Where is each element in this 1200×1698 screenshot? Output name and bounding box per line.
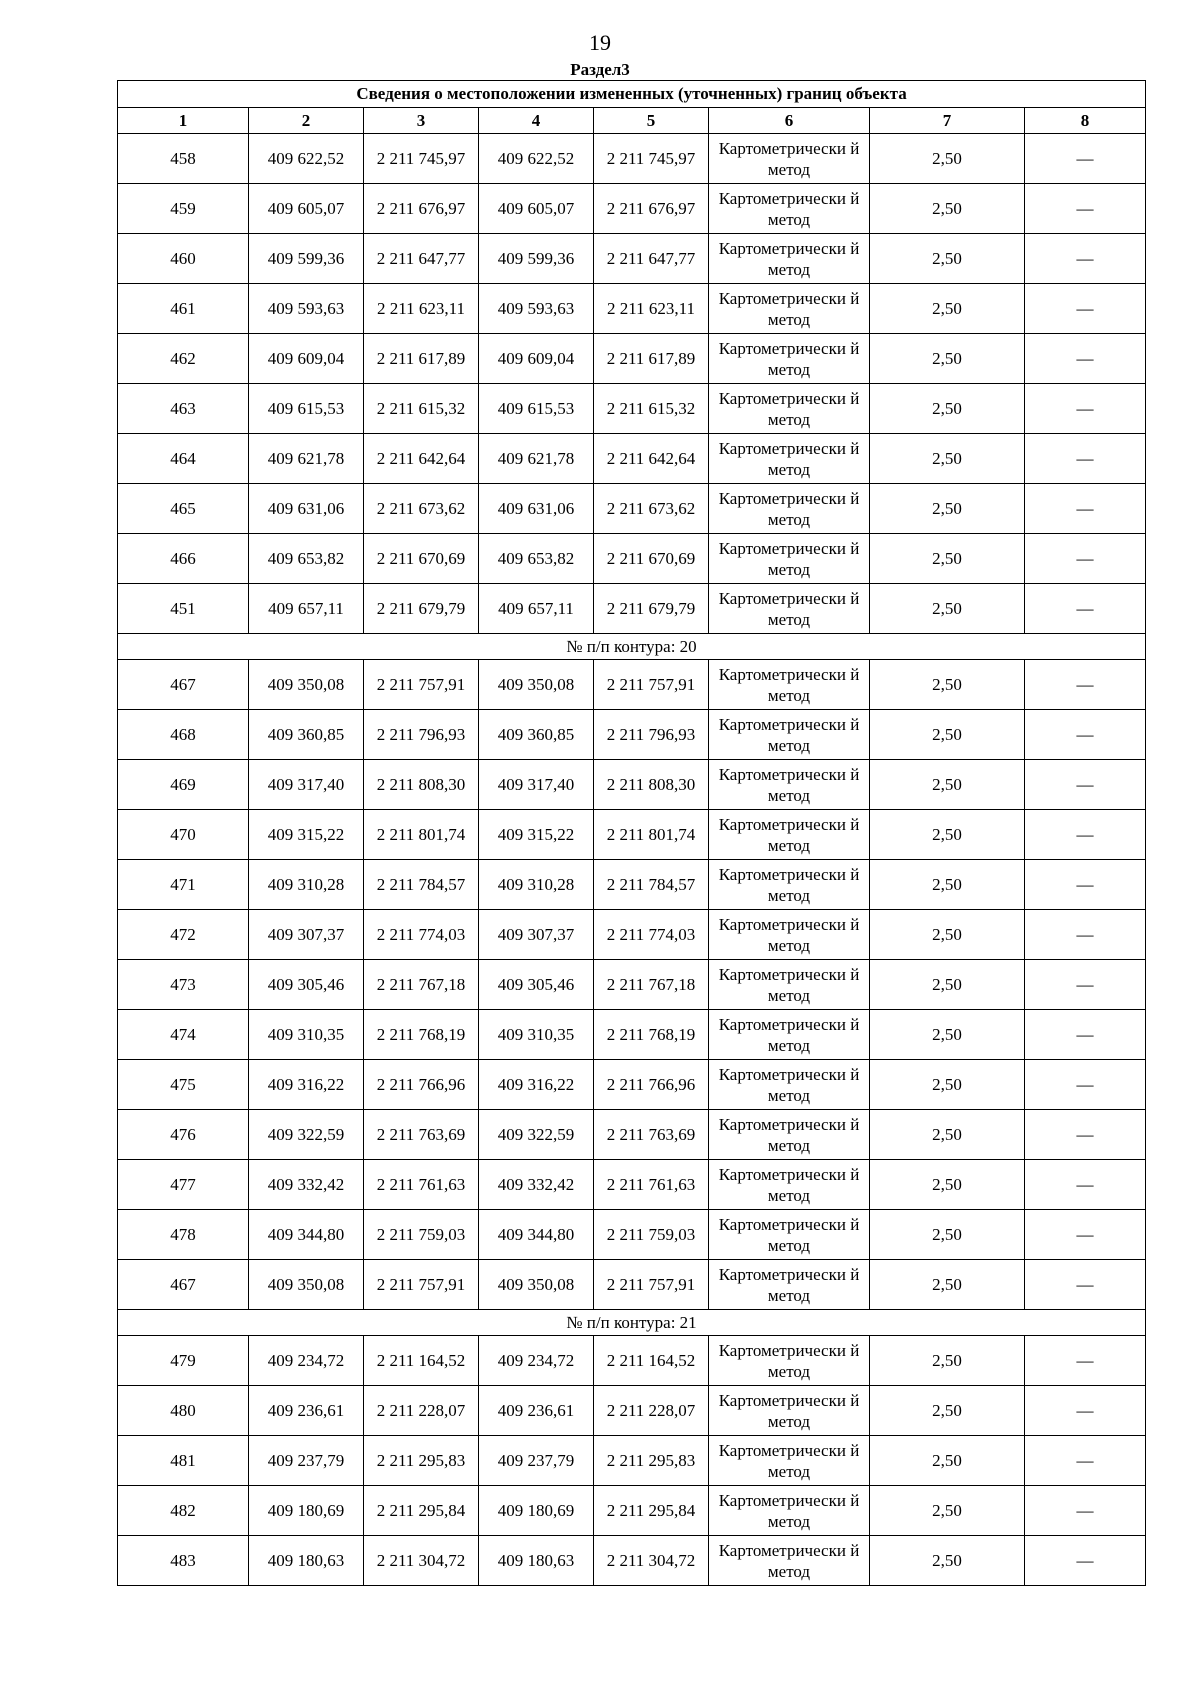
- coordinate-cell: 2 211 761,63: [364, 1160, 479, 1210]
- point-number-cell: 467: [118, 660, 249, 710]
- coordinate-cell: 409 317,40: [479, 760, 594, 810]
- point-number-cell: 461: [118, 284, 249, 334]
- accuracy-cell: 2,50: [870, 910, 1025, 960]
- coordinate-cell: 409 322,59: [479, 1110, 594, 1160]
- coordinate-cell: 2 211 784,57: [364, 860, 479, 910]
- coordinate-cell: 409 350,08: [249, 660, 364, 710]
- coordinate-cell: 409 350,08: [249, 1260, 364, 1310]
- table-row: [118, 1060, 1146, 1110]
- table-row: [118, 1386, 1146, 1436]
- accuracy-cell: 2,50: [870, 484, 1025, 534]
- coordinate-cell: 2 211 228,07: [364, 1386, 479, 1436]
- note-cell: —: [1025, 134, 1146, 184]
- coordinate-cell: 2 211 768,19: [594, 1010, 709, 1060]
- column-number-header: 3: [364, 108, 479, 134]
- table-row: [118, 234, 1146, 284]
- coordinate-cell: 2 211 228,07: [594, 1386, 709, 1436]
- point-number-cell: 477: [118, 1160, 249, 1210]
- coordinate-cell: 409 310,28: [479, 860, 594, 910]
- point-number-cell: 460: [118, 234, 249, 284]
- coordinate-cell: 409 307,37: [249, 910, 364, 960]
- point-number-cell: 473: [118, 960, 249, 1010]
- point-number-cell: 482: [118, 1486, 249, 1536]
- method-cell: Картометрически й метод: [709, 384, 870, 434]
- note-cell: —: [1025, 284, 1146, 334]
- coordinate-cell: 409 180,69: [479, 1486, 594, 1536]
- method-cell: Картометрически й метод: [709, 910, 870, 960]
- coordinate-cell: 2 211 801,74: [594, 810, 709, 860]
- table-row: [118, 534, 1146, 584]
- coordinate-cell: 409 605,07: [249, 184, 364, 234]
- coordinate-cell: 409 631,06: [249, 484, 364, 534]
- accuracy-cell: 2,50: [870, 534, 1025, 584]
- method-cell: Картометрически й метод: [709, 1486, 870, 1536]
- coordinate-cell: 2 211 757,91: [594, 660, 709, 710]
- coordinate-cell: 409 310,28: [249, 860, 364, 910]
- table-row: [118, 1336, 1146, 1386]
- coordinate-cell: 2 211 670,69: [594, 534, 709, 584]
- method-cell: Картометрически й метод: [709, 234, 870, 284]
- point-number-cell: 468: [118, 710, 249, 760]
- note-cell: —: [1025, 1336, 1146, 1386]
- coordinate-cell: 2 211 295,84: [364, 1486, 479, 1536]
- coordinate-cell: 409 344,80: [479, 1210, 594, 1260]
- point-number-cell: 475: [118, 1060, 249, 1110]
- table-row: [118, 860, 1146, 910]
- note-cell: —: [1025, 810, 1146, 860]
- accuracy-cell: 2,50: [870, 1260, 1025, 1310]
- contour-label: № п/п контура: 20: [118, 634, 1146, 660]
- coordinate-cell: 409 621,78: [479, 434, 594, 484]
- coordinate-cell: 2 211 796,93: [594, 710, 709, 760]
- coordinate-cell: 2 211 164,52: [594, 1336, 709, 1386]
- coordinate-cell: 2 211 766,96: [364, 1060, 479, 1110]
- method-cell: Картометрически й метод: [709, 1436, 870, 1486]
- accuracy-cell: 2,50: [870, 1160, 1025, 1210]
- accuracy-cell: 2,50: [870, 184, 1025, 234]
- coordinate-cell: 409 315,22: [249, 810, 364, 860]
- accuracy-cell: 2,50: [870, 1110, 1025, 1160]
- coordinate-cell: 2 211 767,18: [364, 960, 479, 1010]
- coordinate-cell: 409 305,46: [479, 960, 594, 1010]
- accuracy-cell: 2,50: [870, 1010, 1025, 1060]
- coordinate-cell: 409 609,04: [479, 334, 594, 384]
- table-row: [118, 184, 1146, 234]
- table-row: [118, 1436, 1146, 1486]
- method-cell: Картометрически й метод: [709, 1536, 870, 1586]
- coordinate-cell: 2 211 617,89: [594, 334, 709, 384]
- coordinate-cell: 409 599,36: [479, 234, 594, 284]
- coordinate-cell: 2 211 295,84: [594, 1486, 709, 1536]
- note-cell: —: [1025, 1160, 1146, 1210]
- accuracy-cell: 2,50: [870, 1486, 1025, 1536]
- point-number-cell: 464: [118, 434, 249, 484]
- coordinate-cell: 2 211 757,91: [364, 660, 479, 710]
- coordinate-cell: 2 211 642,64: [594, 434, 709, 484]
- table-row: [118, 334, 1146, 384]
- note-cell: —: [1025, 860, 1146, 910]
- note-cell: —: [1025, 1386, 1146, 1436]
- coordinate-cell: 409 631,06: [479, 484, 594, 534]
- point-number-cell: 458: [118, 134, 249, 184]
- table-row: [118, 1260, 1146, 1310]
- column-number-header: 5: [594, 108, 709, 134]
- point-number-cell: 466: [118, 534, 249, 584]
- table-row: [118, 1486, 1146, 1536]
- accuracy-cell: 2,50: [870, 134, 1025, 184]
- note-cell: —: [1025, 1060, 1146, 1110]
- coordinate-cell: 2 211 784,57: [594, 860, 709, 910]
- accuracy-cell: 2,50: [870, 1336, 1025, 1386]
- column-number-header: 1: [118, 108, 249, 134]
- coordinate-cell: 409 317,40: [249, 760, 364, 810]
- coordinate-cell: 409 237,79: [479, 1436, 594, 1486]
- coordinate-cell: 409 316,22: [249, 1060, 364, 1110]
- coordinate-cell: 2 211 757,91: [364, 1260, 479, 1310]
- note-cell: —: [1025, 484, 1146, 534]
- point-number-cell: 469: [118, 760, 249, 810]
- method-cell: Картометрически й метод: [709, 134, 870, 184]
- table-row: [118, 1160, 1146, 1210]
- coordinate-cell: 2 211 745,97: [364, 134, 479, 184]
- coordinate-cell: 2 211 768,19: [364, 1010, 479, 1060]
- note-cell: —: [1025, 434, 1146, 484]
- note-cell: —: [1025, 960, 1146, 1010]
- coordinate-cell: 409 236,61: [249, 1386, 364, 1436]
- accuracy-cell: 2,50: [870, 810, 1025, 860]
- note-cell: —: [1025, 334, 1146, 384]
- coordinate-cell: 2 211 766,96: [594, 1060, 709, 1110]
- note-cell: —: [1025, 1486, 1146, 1536]
- point-number-cell: 470: [118, 810, 249, 860]
- table-row: [118, 810, 1146, 860]
- coordinate-cell: 409 653,82: [249, 534, 364, 584]
- note-cell: —: [1025, 710, 1146, 760]
- note-cell: —: [1025, 760, 1146, 810]
- method-cell: Картометрически й метод: [709, 1110, 870, 1160]
- method-cell: Картометрически й метод: [709, 584, 870, 634]
- table-row: [118, 1536, 1146, 1586]
- coordinate-cell: 409 593,63: [479, 284, 594, 334]
- coordinate-cell: 409 622,52: [249, 134, 364, 184]
- coordinate-cell: 409 609,04: [249, 334, 364, 384]
- table-row: [118, 960, 1146, 1010]
- note-cell: —: [1025, 184, 1146, 234]
- coordinate-cell: 409 180,63: [479, 1536, 594, 1586]
- coordinate-cell: 2 211 676,97: [594, 184, 709, 234]
- accuracy-cell: 2,50: [870, 284, 1025, 334]
- coordinate-cell: 409 316,22: [479, 1060, 594, 1110]
- coordinate-cell: 2 211 759,03: [364, 1210, 479, 1260]
- section-title: Раздел3: [570, 60, 630, 79]
- note-cell: —: [1025, 1110, 1146, 1160]
- method-cell: Картометрически й метод: [709, 434, 870, 484]
- coordinate-cell: 409 621,78: [249, 434, 364, 484]
- coordinate-cell: 2 211 623,11: [364, 284, 479, 334]
- coordinate-cell: 409 622,52: [479, 134, 594, 184]
- method-cell: Картометрически й метод: [709, 284, 870, 334]
- coordinate-cell: 2 211 679,79: [594, 584, 709, 634]
- accuracy-cell: 2,50: [870, 760, 1025, 810]
- contour-label: № п/п контура: 21: [118, 1310, 1146, 1336]
- coordinate-cell: 2 211 623,11: [594, 284, 709, 334]
- coordinate-cell: 409 332,42: [249, 1160, 364, 1210]
- note-cell: —: [1025, 1210, 1146, 1260]
- point-number-cell: 467: [118, 1260, 249, 1310]
- coordinate-cell: 2 211 304,72: [594, 1536, 709, 1586]
- coordinate-cell: 409 344,80: [249, 1210, 364, 1260]
- method-cell: Картометрически й метод: [709, 534, 870, 584]
- coordinate-cell: 2 211 670,69: [364, 534, 479, 584]
- point-number-cell: 463: [118, 384, 249, 434]
- coordinate-cell: 2 211 647,77: [364, 234, 479, 284]
- coordinate-cell: 409 653,82: [479, 534, 594, 584]
- coordinate-cell: 2 211 164,52: [364, 1336, 479, 1386]
- coordinate-cell: 409 350,08: [479, 1260, 594, 1310]
- accuracy-cell: 2,50: [870, 710, 1025, 760]
- table-row: [118, 1210, 1146, 1260]
- accuracy-cell: 2,50: [870, 960, 1025, 1010]
- coordinate-cell: 2 211 745,97: [594, 134, 709, 184]
- coordinate-cell: 2 211 295,83: [364, 1436, 479, 1486]
- method-cell: Картометрически й метод: [709, 1060, 870, 1110]
- point-number-cell: 476: [118, 1110, 249, 1160]
- table-row: [118, 434, 1146, 484]
- accuracy-cell: 2,50: [870, 334, 1025, 384]
- coordinate-cell: 2 211 767,18: [594, 960, 709, 1010]
- coordinate-cell: 409 615,53: [249, 384, 364, 434]
- note-cell: —: [1025, 534, 1146, 584]
- point-number-cell: 451: [118, 584, 249, 634]
- coordinate-cell: 409 310,35: [249, 1010, 364, 1060]
- coordinate-cell: 2 211 615,32: [594, 384, 709, 434]
- note-cell: —: [1025, 384, 1146, 434]
- coordinate-cell: 2 211 759,03: [594, 1210, 709, 1260]
- note-cell: —: [1025, 1260, 1146, 1310]
- point-number-cell: 474: [118, 1010, 249, 1060]
- coordinate-cell: 409 615,53: [479, 384, 594, 434]
- coordinate-cell: 409 234,72: [479, 1336, 594, 1386]
- table-row: [118, 660, 1146, 710]
- table-caption: Сведения о местоположении измененных (уточненных) границ объекта: [118, 81, 1146, 108]
- table-row: [118, 384, 1146, 434]
- accuracy-cell: 2,50: [870, 660, 1025, 710]
- coordinate-cell: 2 211 761,63: [594, 1160, 709, 1210]
- point-number-cell: 459: [118, 184, 249, 234]
- coordinate-cell: 409 180,63: [249, 1536, 364, 1586]
- page-number: 19: [589, 30, 611, 55]
- column-number-header: 2: [249, 108, 364, 134]
- coordinate-cell: 2 211 757,91: [594, 1260, 709, 1310]
- method-cell: Картометрически й метод: [709, 184, 870, 234]
- accuracy-cell: 2,50: [870, 860, 1025, 910]
- coordinate-cell: 2 211 679,79: [364, 584, 479, 634]
- coordinate-cell: 2 211 808,30: [594, 760, 709, 810]
- table-row: [118, 760, 1146, 810]
- coordinate-cell: 2 211 647,77: [594, 234, 709, 284]
- point-number-cell: 472: [118, 910, 249, 960]
- note-cell: —: [1025, 234, 1146, 284]
- table-row: [118, 910, 1146, 960]
- coordinate-cell: 409 332,42: [479, 1160, 594, 1210]
- note-cell: —: [1025, 1436, 1146, 1486]
- method-cell: Картометрически й метод: [709, 1336, 870, 1386]
- method-cell: Картометрически й метод: [709, 1386, 870, 1436]
- accuracy-cell: 2,50: [870, 234, 1025, 284]
- contour-header-row: [118, 634, 1146, 660]
- point-number-cell: 479: [118, 1336, 249, 1386]
- point-number-cell: 478: [118, 1210, 249, 1260]
- note-cell: —: [1025, 1536, 1146, 1586]
- coordinate-cell: 2 211 808,30: [364, 760, 479, 810]
- method-cell: Картометрически й метод: [709, 1210, 870, 1260]
- table-row: [118, 134, 1146, 184]
- coordinate-cell: 2 211 615,32: [364, 384, 479, 434]
- coordinate-cell: 2 211 642,64: [364, 434, 479, 484]
- coordinates-table: [117, 80, 1146, 1586]
- column-number-header: 6: [709, 108, 870, 134]
- table-row: [118, 484, 1146, 534]
- coordinate-cell: 2 211 673,62: [594, 484, 709, 534]
- point-number-cell: 483: [118, 1536, 249, 1586]
- coordinate-cell: 409 180,69: [249, 1486, 364, 1536]
- coordinate-cell: 409 307,37: [479, 910, 594, 960]
- coordinate-cell: 409 657,11: [249, 584, 364, 634]
- coordinate-cell: 2 211 774,03: [594, 910, 709, 960]
- accuracy-cell: 2,50: [870, 1210, 1025, 1260]
- point-number-cell: 462: [118, 334, 249, 384]
- method-cell: Картометрически й метод: [709, 1010, 870, 1060]
- coordinate-cell: 409 599,36: [249, 234, 364, 284]
- coordinate-cell: 409 236,61: [479, 1386, 594, 1436]
- coordinate-cell: 409 350,08: [479, 660, 594, 710]
- column-number-header: 8: [1025, 108, 1146, 134]
- method-cell: Картометрически й метод: [709, 810, 870, 860]
- coordinate-cell: 409 593,63: [249, 284, 364, 334]
- coordinate-cell: 2 211 295,83: [594, 1436, 709, 1486]
- method-cell: Картометрически й метод: [709, 960, 870, 1010]
- point-number-cell: 465: [118, 484, 249, 534]
- coordinate-cell: 2 211 796,93: [364, 710, 479, 760]
- method-cell: Картометрически й метод: [709, 860, 870, 910]
- accuracy-cell: 2,50: [870, 1060, 1025, 1110]
- coordinate-cell: 2 211 774,03: [364, 910, 479, 960]
- accuracy-cell: 2,50: [870, 384, 1025, 434]
- coordinate-cell: 409 305,46: [249, 960, 364, 1010]
- coordinate-cell: 409 310,35: [479, 1010, 594, 1060]
- coordinate-cell: 2 211 673,62: [364, 484, 479, 534]
- column-number-header: 4: [479, 108, 594, 134]
- coordinate-cell: 409 360,85: [479, 710, 594, 760]
- coordinate-cell: 2 211 617,89: [364, 334, 479, 384]
- accuracy-cell: 2,50: [870, 1536, 1025, 1586]
- point-number-cell: 471: [118, 860, 249, 910]
- note-cell: —: [1025, 584, 1146, 634]
- method-cell: Картометрически й метод: [709, 334, 870, 384]
- column-number-header: 7: [870, 108, 1025, 134]
- coordinate-cell: 409 322,59: [249, 1110, 364, 1160]
- coordinate-cell: 409 360,85: [249, 710, 364, 760]
- note-cell: —: [1025, 910, 1146, 960]
- method-cell: Картометрически й метод: [709, 484, 870, 534]
- accuracy-cell: 2,50: [870, 1436, 1025, 1486]
- table-row: [118, 584, 1146, 634]
- table-row: [118, 710, 1146, 760]
- coordinate-cell: 2 211 763,69: [364, 1110, 479, 1160]
- coordinate-cell: 409 657,11: [479, 584, 594, 634]
- coordinate-cell: 2 211 801,74: [364, 810, 479, 860]
- coordinate-cell: 409 605,07: [479, 184, 594, 234]
- method-cell: Картометрически й метод: [709, 1160, 870, 1210]
- table-row: [118, 1110, 1146, 1160]
- coordinate-cell: 409 234,72: [249, 1336, 364, 1386]
- point-number-cell: 480: [118, 1386, 249, 1436]
- coordinate-cell: 2 211 763,69: [594, 1110, 709, 1160]
- accuracy-cell: 2,50: [870, 584, 1025, 634]
- method-cell: Картометрически й метод: [709, 710, 870, 760]
- accuracy-cell: 2,50: [870, 1386, 1025, 1436]
- table-row: [118, 284, 1146, 334]
- contour-header-row: [118, 1310, 1146, 1336]
- method-cell: Картометрически й метод: [709, 660, 870, 710]
- coordinate-cell: 409 237,79: [249, 1436, 364, 1486]
- coordinate-cell: 2 211 676,97: [364, 184, 479, 234]
- table-row: [118, 1010, 1146, 1060]
- method-cell: Картометрически й метод: [709, 760, 870, 810]
- note-cell: —: [1025, 660, 1146, 710]
- point-number-cell: 481: [118, 1436, 249, 1486]
- note-cell: —: [1025, 1010, 1146, 1060]
- accuracy-cell: 2,50: [870, 434, 1025, 484]
- coordinate-cell: 409 315,22: [479, 810, 594, 860]
- method-cell: Картометрически й метод: [709, 1260, 870, 1310]
- coordinate-cell: 2 211 304,72: [364, 1536, 479, 1586]
